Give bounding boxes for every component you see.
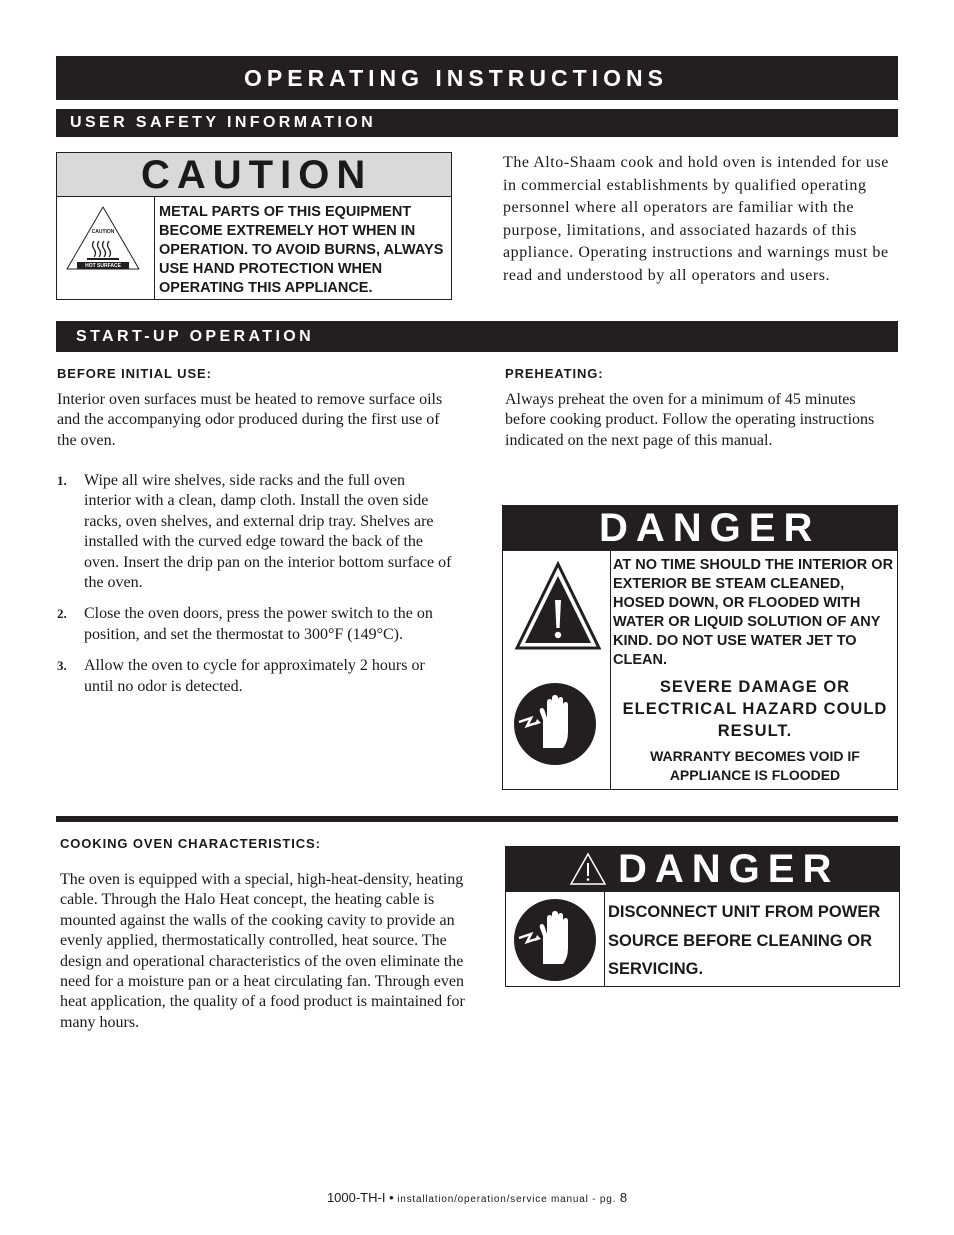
caution-icon-caption: CAUTION bbox=[91, 229, 115, 235]
page-number: 8 bbox=[619, 1190, 628, 1205]
section-rule bbox=[56, 816, 898, 822]
preheating-label: PREHEATING: bbox=[505, 366, 604, 381]
startup-step bbox=[57, 656, 452, 697]
danger-severe-text: SEVERE DAMAGE OR ELECTRICAL HAZARD COULD RESULT. bbox=[622, 678, 888, 740]
preheating-text: Always preheat the oven for a minimum of 45 minutes before cooking product. Follow the operating instructions indicated on the next page of this manual. bbox=[505, 391, 875, 449]
safety-intro: The Alto-Shaam cook and hold oven is intended for use in commercial establishments by qualified operating personnel where all operators are familiar with the purpose, limitations, and associated hazards of this appliance. Operating instructions and warnings must be read and understood by all operators and users. bbox=[503, 154, 889, 284]
danger-title: DANGER bbox=[503, 506, 897, 551]
startup-step bbox=[57, 604, 452, 645]
exclamation-warning-icon bbox=[511, 560, 605, 654]
page-title: OPERATING INSTRUCTIONS bbox=[244, 65, 668, 91]
danger-warranty-text: WARRANTY BECOMES VOID IF APPLIANCE IS FLOODED bbox=[650, 748, 860, 783]
step-number: 2. bbox=[57, 606, 67, 622]
electrical-hazard-hand-icon bbox=[513, 682, 597, 766]
warning-triangle-icon bbox=[569, 852, 607, 886]
hot-surface-warning-icon bbox=[57, 197, 153, 297]
page-footer bbox=[0, 1190, 954, 1205]
step-number: 3. bbox=[57, 658, 67, 674]
startup-steps bbox=[57, 471, 452, 708]
section-bar-startup bbox=[56, 321, 898, 352]
before-initial-use-label: BEFORE INITIAL USE: bbox=[57, 366, 212, 381]
danger-warning-text: AT NO TIME SHOULD THE INTERIOR OR EXTERIOR BE STEAM CLEANED, HOSED DOWN, OR FLOODED WITH WATER OR LIQUID SOLUTION OF ANY KIND. DO NOT USE WATER JET TO CLEAN. bbox=[613, 557, 894, 668]
danger-box-water bbox=[502, 505, 898, 790]
caution-text: METAL PARTS OF THIS EQUIPMENT BECOME EXTREMELY HOT WHEN IN OPERATION. TO AVOID BURNS, ALWAYS USE HAND PROTECTION WHEN OPERATING THIS APPLIANCE. bbox=[159, 204, 444, 296]
step-text: Allow the oven to cycle for approximately 2 hours or until no odor is detected. bbox=[84, 657, 425, 695]
danger-box-disconnect bbox=[505, 846, 900, 987]
cooking-characteristics-text: The oven is equipped with a special, high-heat-density, heating cable. Through the Halo Heat concept, the heating cable is mounted against the walls of the cooking cavity to provide an evenly applied, thermostatically controlled, heat source. The design and operational characteristics of the oven eliminate the need for a moisture pan or a heat circulating fan. Through even heat application, the quality of a food product is maintained for many hours. bbox=[60, 871, 465, 1031]
before-initial-use-intro: Interior oven surfaces must be heated to remove surface oils and the accompanying odor produced during the first use of the oven. bbox=[57, 391, 443, 449]
caution-icon-cell bbox=[57, 197, 155, 299]
step-number: 1. bbox=[57, 473, 67, 488]
danger-divider bbox=[604, 892, 605, 986]
step-text: Wipe all wire shelves, side racks and the full oven interior with a clean, damp cloth. Install the oven side racks, oven shelves, and external drip tray. Shelves are installed with the curved edge toward the back of the oven. Insert the drip pan on the interior bottom surface of the oven. bbox=[84, 472, 452, 592]
section-title: START-UP OPERATION bbox=[76, 328, 315, 345]
manual-title: installation/operation/service manual - pg. bbox=[397, 1194, 617, 1205]
electrical-hazard-hand-icon bbox=[513, 898, 597, 982]
hot-surface-label: HOT SURFACE bbox=[85, 263, 121, 269]
step-text: Close the oven doors, press the power switch to the on position, and set the thermostat to 300°F (149°C). bbox=[84, 605, 433, 643]
page-title-bar bbox=[56, 56, 898, 100]
caution-box bbox=[56, 152, 452, 300]
danger-title: DANGER bbox=[506, 847, 899, 892]
danger-disconnect-text: DISCONNECT UNIT FROM POWER SOURCE BEFORE CLEANING OR SERVICING. bbox=[608, 903, 881, 978]
cooking-characteristics-label: COOKING OVEN CHARACTERISTICS: bbox=[60, 836, 321, 851]
caution-title: CAUTION bbox=[57, 153, 451, 197]
startup-step bbox=[57, 471, 452, 593]
danger-divider bbox=[610, 551, 611, 789]
section-title: USER SAFETY INFORMATION bbox=[70, 114, 377, 131]
doc-id: 1000-TH-I • bbox=[326, 1190, 394, 1205]
section-bar-user-safety bbox=[56, 109, 898, 137]
